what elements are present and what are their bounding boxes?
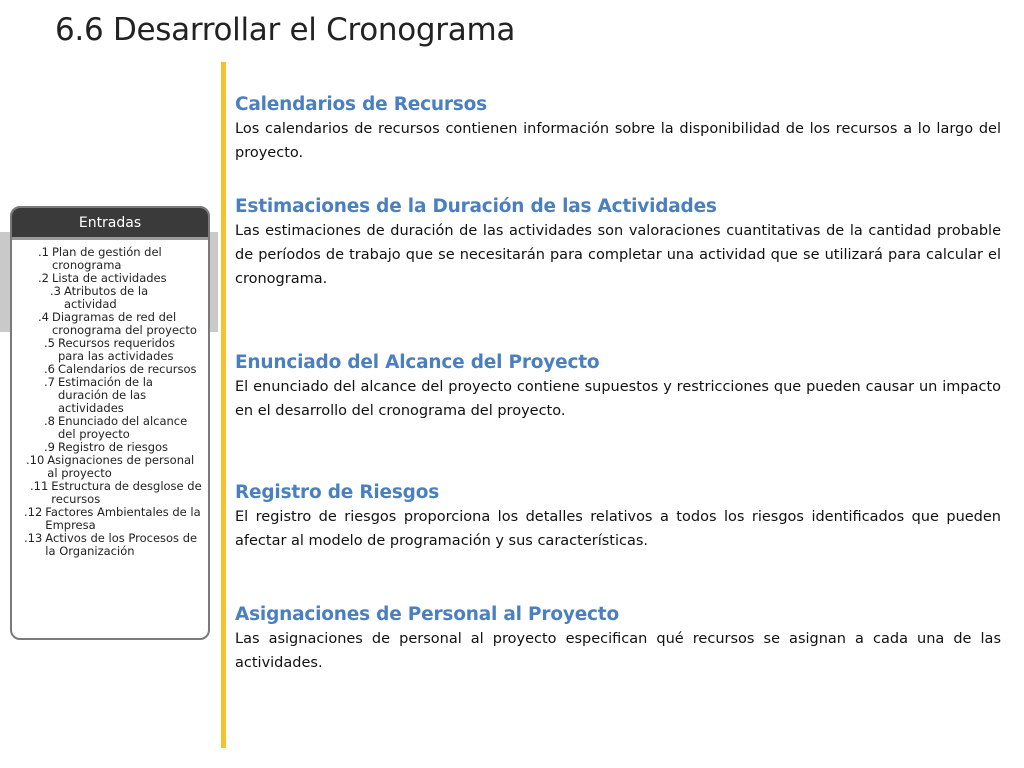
input-item-text: Lista de actividades bbox=[51, 271, 167, 285]
input-item-number: .1 bbox=[38, 245, 49, 259]
input-item bbox=[24, 454, 204, 480]
input-item-number: .11 bbox=[30, 479, 49, 493]
input-item bbox=[24, 415, 204, 441]
section-heading: Registro de Riesgos bbox=[235, 482, 440, 503]
accent-divider bbox=[221, 62, 226, 748]
input-item-text: Plan de gestión del cronograma bbox=[51, 245, 162, 272]
input-item-number: .3 bbox=[50, 284, 61, 298]
input-item-number: .2 bbox=[38, 271, 49, 285]
section-body: Las asignaciones de personal al proyecto especifican qué recursos se asignan a cada una de las actividades. bbox=[235, 631, 1001, 671]
input-item-text: Registro de riesgos bbox=[57, 440, 169, 454]
input-item-number: .8 bbox=[44, 414, 55, 428]
section-body: Las estimaciones de duración de las actividades son valoraciones cuantitativas de la cantidad probable de períodos de trabajo que se necesitarán para completar una actividad que se utilizará para calcular el cronograma. bbox=[235, 223, 1001, 287]
input-item-text: Estimación de la duración de las actividades bbox=[57, 375, 153, 415]
input-item bbox=[24, 311, 204, 337]
slide-title: 6.6 Desarrollar el Cronograma bbox=[55, 12, 516, 48]
section-heading: Estimaciones de la Duración de las Actividades bbox=[235, 196, 717, 217]
inputs-panel bbox=[10, 206, 210, 640]
input-item-text: Asignaciones de personal al proyecto bbox=[47, 453, 195, 480]
input-item-text: Diagramas de red del cronograma del proyecto bbox=[51, 310, 197, 337]
input-item-text: Estructura de desglose de recursos bbox=[51, 479, 202, 506]
input-item-text: Factores Ambientales de la Empresa bbox=[45, 505, 201, 532]
input-item-text: Recursos requeridos para las actividades bbox=[57, 336, 176, 363]
input-item-number: .7 bbox=[44, 375, 55, 389]
section-estimaciones bbox=[235, 196, 1001, 291]
inputs-list bbox=[12, 240, 208, 558]
input-item-text: Activos de los Procesos de la Organización bbox=[45, 531, 198, 558]
input-item-number: .6 bbox=[44, 362, 55, 376]
input-item-number: .4 bbox=[38, 310, 49, 324]
section-riesgos bbox=[235, 482, 1001, 553]
input-item-number: .9 bbox=[44, 440, 55, 454]
section-body: El registro de riesgos proporciona los detalles relativos a todos los riesgos identificados que pueden afectar al modelo de programación y sus características. bbox=[235, 509, 1001, 549]
input-item-text: Calendarios de recursos bbox=[57, 362, 197, 376]
input-item bbox=[24, 532, 204, 558]
input-item bbox=[24, 337, 204, 363]
input-item bbox=[24, 285, 204, 311]
section-body: Los calendarios de recursos contienen información sobre la disponibilidad de los recursos a lo largo del proyecto. bbox=[235, 121, 1001, 161]
inputs-header: Entradas bbox=[12, 208, 208, 240]
section-asignaciones bbox=[235, 604, 1001, 675]
input-item-text: Enunciado del alcance del proyecto bbox=[57, 414, 188, 441]
section-calendarios bbox=[235, 94, 1001, 165]
input-item bbox=[24, 480, 204, 506]
section-heading: Asignaciones de Personal al Proyecto bbox=[235, 604, 619, 625]
input-item bbox=[24, 246, 204, 272]
section-enunciado bbox=[235, 352, 1001, 423]
section-heading: Enunciado del Alcance del Proyecto bbox=[235, 352, 600, 373]
input-item bbox=[24, 506, 204, 532]
section-heading: Calendarios de Recursos bbox=[235, 94, 487, 115]
input-item-number: .5 bbox=[44, 336, 55, 350]
input-item bbox=[24, 376, 204, 415]
input-item-number: .13 bbox=[24, 531, 43, 545]
section-body: El enunciado del alcance del proyecto contiene supuestos y restricciones que pueden causar un impacto en el desarrollo del cronograma del proyecto. bbox=[235, 379, 1001, 419]
input-item-text: Atributos de la actividad bbox=[63, 284, 149, 311]
input-item-number: .12 bbox=[24, 505, 43, 519]
input-item-number: .10 bbox=[26, 453, 45, 467]
